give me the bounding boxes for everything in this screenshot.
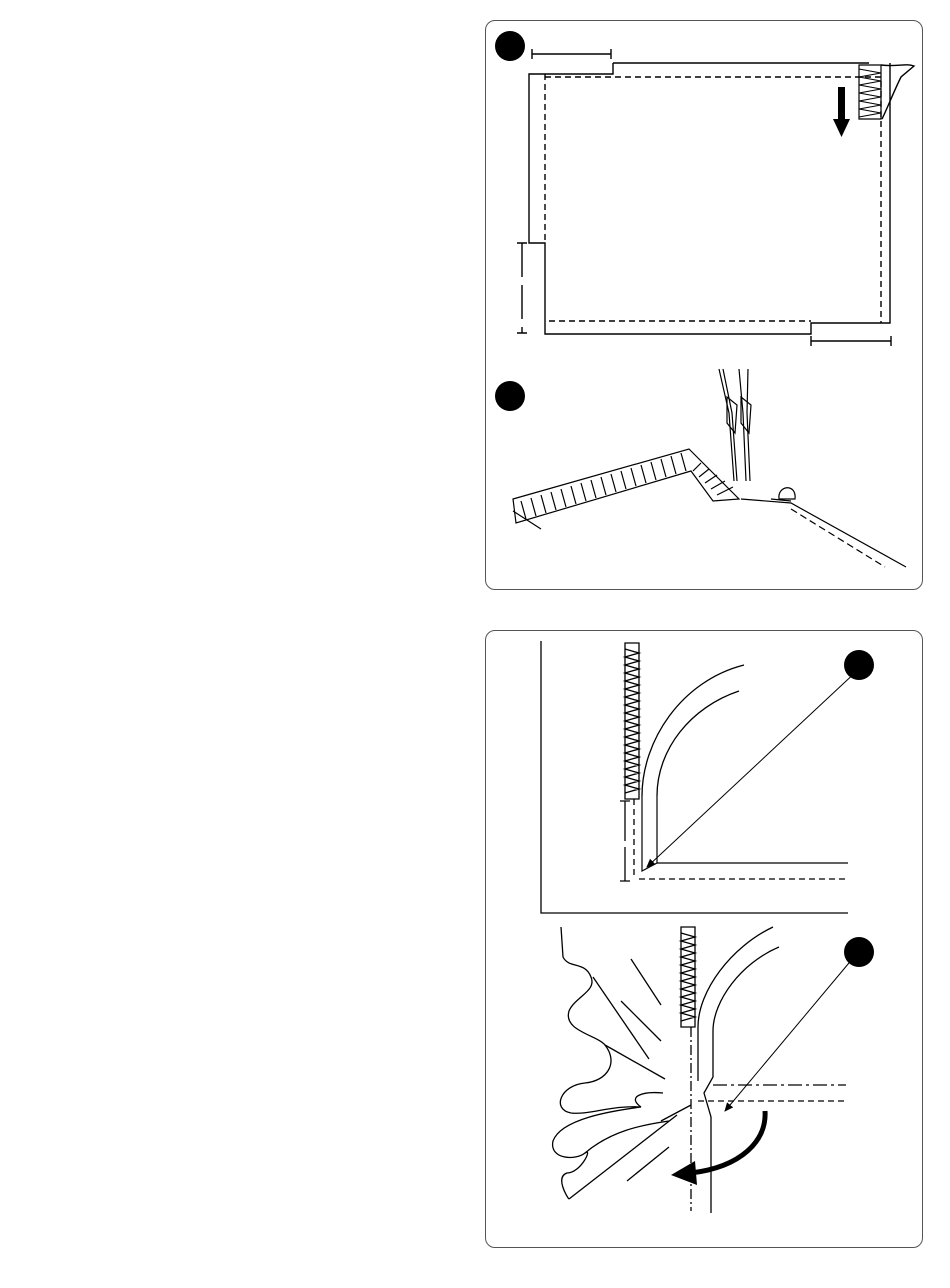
bottom-figure-panel bbox=[485, 630, 923, 1248]
figure-b-serger-corner bbox=[513, 369, 906, 567]
figure-a-rectangle bbox=[517, 49, 914, 346]
curved-arrow-icon bbox=[671, 1111, 765, 1185]
figure-a-marker-icon bbox=[495, 31, 525, 61]
down-arrow-icon bbox=[833, 87, 850, 137]
top-figure-panel bbox=[485, 20, 923, 590]
figure-d-marker-icon bbox=[844, 937, 874, 967]
top-figure-drawing bbox=[486, 21, 924, 591]
figure-b-marker-icon bbox=[495, 381, 525, 411]
figure-c-marker-icon bbox=[844, 650, 874, 680]
figure-c-inside-corner bbox=[541, 641, 859, 913]
